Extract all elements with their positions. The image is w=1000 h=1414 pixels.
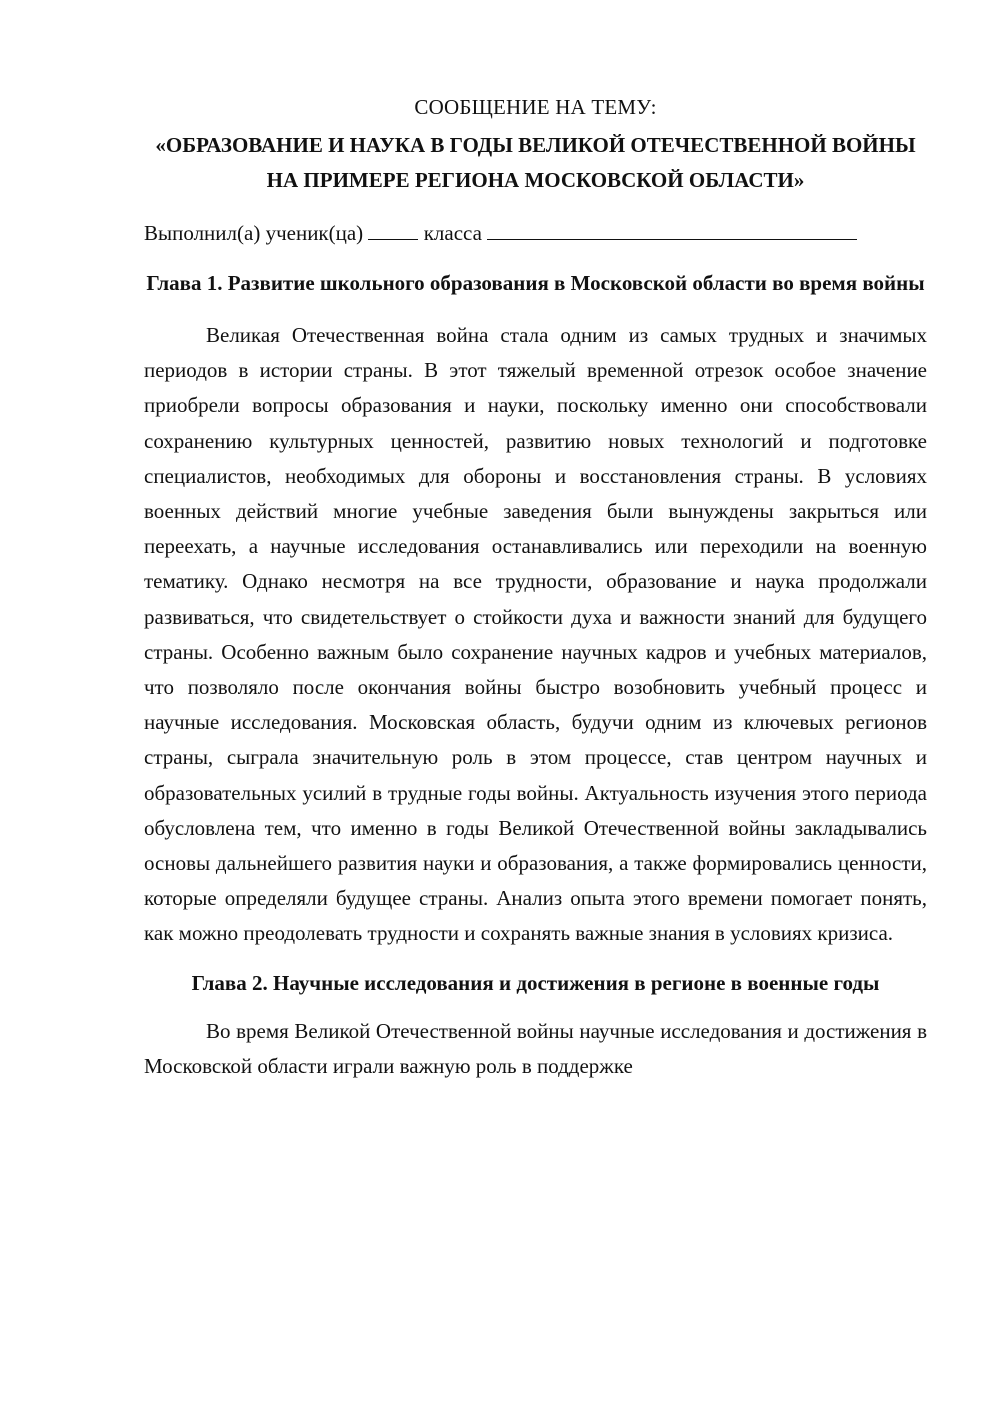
document-subject: СООБЩЕНИЕ НА ТЕМУ: — [414, 95, 657, 119]
chapter-1-heading: Глава 1. Развитие школьного образования в Московской области во время войны — [146, 271, 925, 295]
document-page — [144, 92, 927, 1084]
chapter-2-heading: Глава 2. Научные исследования и достижения в регионе в военные годы — [191, 970, 880, 995]
author-prefix: Выполнил(а) ученик(ца) — [144, 221, 364, 245]
author-line — [144, 218, 927, 248]
chapter-2-paragraph: Во время Великой Отечественной войны научные исследования и достижения в Московской области играли важную роль в поддержке — [144, 1018, 927, 1078]
author-class-word: класса — [423, 221, 482, 245]
author-name-blank — [487, 219, 857, 240]
chapter-1-paragraph: Великая Отечественная война стала одним из самых трудных и значимых периодов в истории страны. В этот тяжелый временной отрезок особое значение приобрели вопросы образования и науки, поскольку именно они способствовали сохранению культурных ценностей, развитию новых технологий и подготовке специалистов, необходимых для обороны и восстановления страны. В условиях военных действий многие учебные заведения были вынуждены закрыться или переехать, а научные исследования останавливались или переходили на военную тематику. Однако несмотря на все трудности, образование и наука продолжали развиваться, что свидетельствует о стойкости духа и важности знаний для будущего страны. Особенно важным было сохранение научных кадров и учебных материалов, что позволяло после окончания войны быстро возобновить учебный процесс и научные исследования. Московская область, будучи одним из ключевых регионов страны, сыграла значительную роль в этом процессе, став центром научных и образовательных усилий в трудные годы войны. Актуальность изучения этого периода обусловлена тем, что именно в годы Великой Отечественной войны закладывались основы дальнейшего развития науки и образования, а также формировались ценности, которые определяли будущее страны. Анализ опыта этого времени помогает понять, как можно преодолевать трудности и сохранять важные знания в условиях кризиса. — [144, 323, 927, 946]
document-title: «ОБРАЗОВАНИЕ И НАУКА В ГОДЫ ВЕЛИКОЙ ОТЕЧЕСТВЕННОЙ ВОЙНЫ НА ПРИМЕРЕ РЕГИОНА МОСКОВСКОЙ ОБЛАСТИ» — [155, 133, 916, 192]
class-number-blank — [368, 219, 418, 240]
